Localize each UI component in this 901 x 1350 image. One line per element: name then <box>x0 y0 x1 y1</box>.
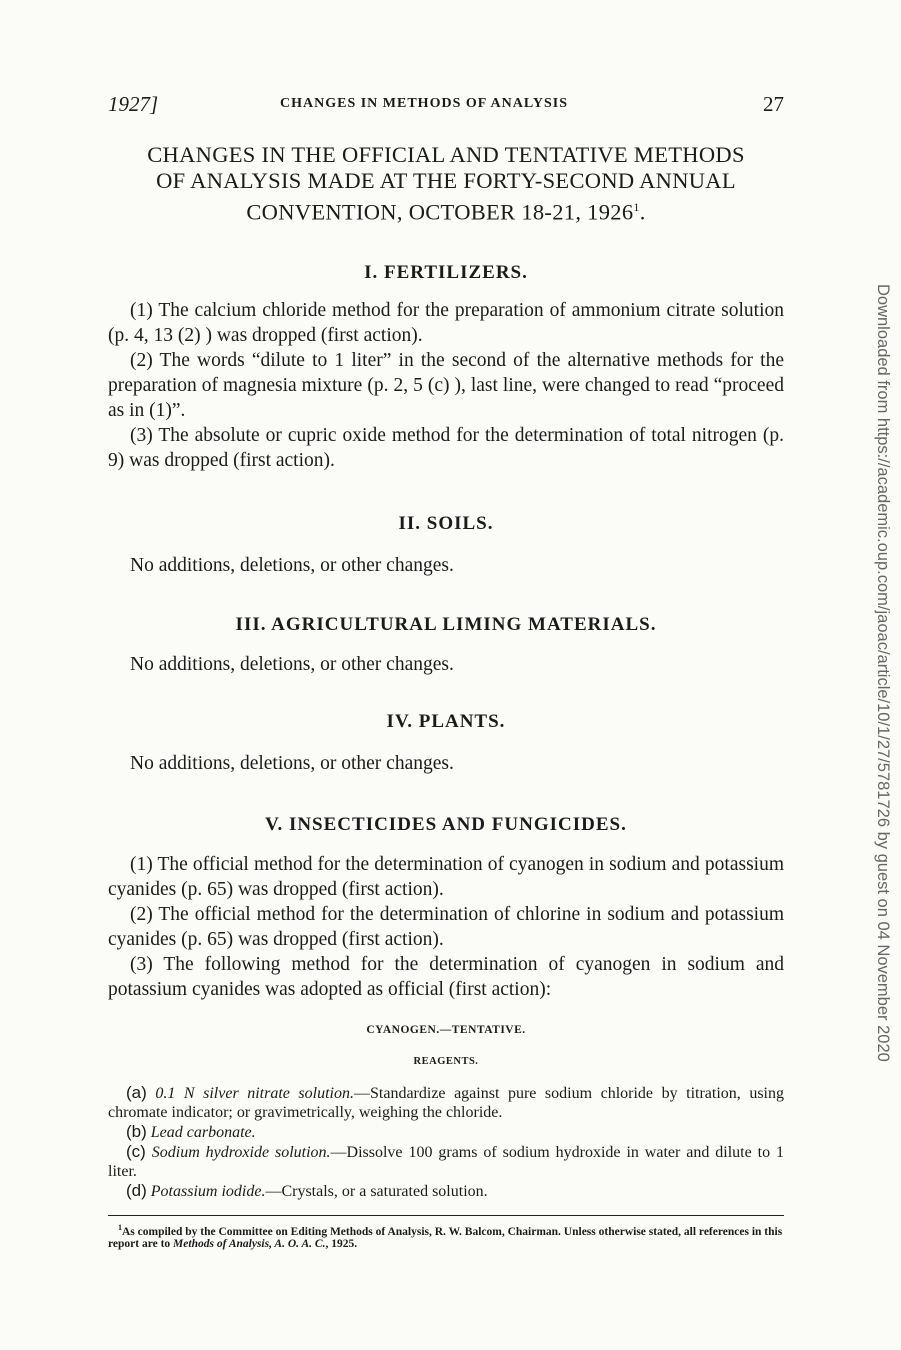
reagent-d-label: (d) <box>126 1180 147 1200</box>
reagent-b-name: Lead carbonate. <box>150 1123 256 1141</box>
reagent-a-name: 0.1 N silver nitrate solution. <box>155 1084 354 1102</box>
fertilizers-para-2: (2) The words “dilute to 1 liter” in the second of the alternative methods for the preparation of magnesia mixture (p. 2, 5 (c) ), last line, were changed to read “proceed as in (1)”. <box>108 349 784 421</box>
page-number: 27 <box>763 92 784 116</box>
insecticides-para-2: (2) The official method for the determination of chlorine in sodium and potassium cyanides (p. 65) was dropped (first action). <box>108 903 784 950</box>
running-head-year: 1927] <box>108 92 159 116</box>
fertilizers-para-3: (3) The absolute or cupric oxide method for the determination of total nitrogen (p. 9) was dropped (first action). <box>108 424 784 471</box>
footnote-tail: , 1925. <box>325 1238 358 1251</box>
title-footnote-marker: 1 <box>633 200 640 214</box>
reagent-c <box>108 1142 784 1181</box>
running-head-title: CHANGES IN METHODS OF ANALYSIS <box>280 96 569 111</box>
insecticides-para-1: (1) The official method for the determination of cyanogen in sodium and potassium cyanides (p. 65) was dropped (first action). <box>108 853 784 900</box>
footnote-italic: Methods of Analysis, A. O. A. C. <box>173 1238 326 1251</box>
watermark-text: Downloaded from https://academic.oup.com/jaoac/article/10/1/27/5781726 by guest on 04 November 2020 <box>874 284 892 1062</box>
reagent-d-text: —Crystals, or a saturated solution. <box>265 1182 488 1200</box>
title-period: . <box>639 199 646 225</box>
heading-fertilizers: I. FERTILIZERS. <box>364 261 528 283</box>
footnote <box>108 1221 784 1252</box>
reagent-c-name: Sodium hydroxide solution. <box>151 1143 331 1161</box>
reagent-b <box>108 1122 784 1142</box>
reagent-c-text: —Dissolve 100 grams of sodium hydroxide in water and dilute to 1 liter. <box>108 1143 784 1180</box>
reagent-d-name: Potassium iodide. <box>150 1182 266 1200</box>
reagents-heading: REAGENTS. <box>413 1055 479 1067</box>
heading-liming: III. AGRICULTURAL LIMING MATERIALS. <box>235 613 657 635</box>
soils-para-1: No additions, deletions, or other changes. <box>130 554 454 576</box>
article-title <box>108 142 784 226</box>
insecticides-para-3: (3) The following method for the determination of cyanogen in sodium and potassium cyanides was adopted as official (first action): <box>108 953 784 1000</box>
heading-plants: IV. PLANTS. <box>386 710 506 732</box>
footnote-text: As compiled by the Committee on Editing Methods of Analysis, R. W. Balcom, Chairman. Unless otherwise stated, all references in this report are to <box>108 1225 783 1251</box>
reagent-b-label: (b) <box>126 1121 147 1141</box>
title-line-3 <box>108 194 784 226</box>
reagent-a-label: (a) <box>126 1082 147 1102</box>
heading-insecticides: V. INSECTICIDES AND FUNGICIDES. <box>265 813 627 835</box>
plants-para-1: No additions, deletions, or other changes. <box>130 752 454 774</box>
title-line-3-text: CONVENTION, OCTOBER 18-21, 1926 <box>246 199 634 225</box>
cyanogen-heading: CYANOGEN.—TENTATIVE. <box>366 1023 526 1036</box>
footnote-rule <box>108 1215 784 1216</box>
reagent-a-text: —Standardize against pure sodium chloride by titration, using chromate indicator; or gravimetrically, weighing the chloride. <box>108 1084 785 1121</box>
title-line-2: OF ANALYSIS MADE AT THE FORTY-SECOND ANNUAL <box>156 168 736 193</box>
reagent-a <box>108 1083 784 1122</box>
footnote-marker: 1 <box>118 1222 122 1232</box>
download-watermark <box>872 284 892 1084</box>
page <box>108 92 784 1251</box>
title-line-1: CHANGES IN THE OFFICIAL AND TENTATIVE METHODS <box>147 142 745 167</box>
heading-soils: II. SOILS. <box>398 512 494 534</box>
running-head <box>108 92 784 118</box>
reagent-c-label: (c) <box>126 1141 146 1161</box>
liming-para-1: No additions, deletions, or other changes. <box>130 653 454 675</box>
reagent-d <box>108 1181 784 1201</box>
fertilizers-para-1: (1) The calcium chloride method for the preparation of ammonium citrate solution (p. 4, 13 (2) ) was dropped (first action). <box>108 299 784 346</box>
